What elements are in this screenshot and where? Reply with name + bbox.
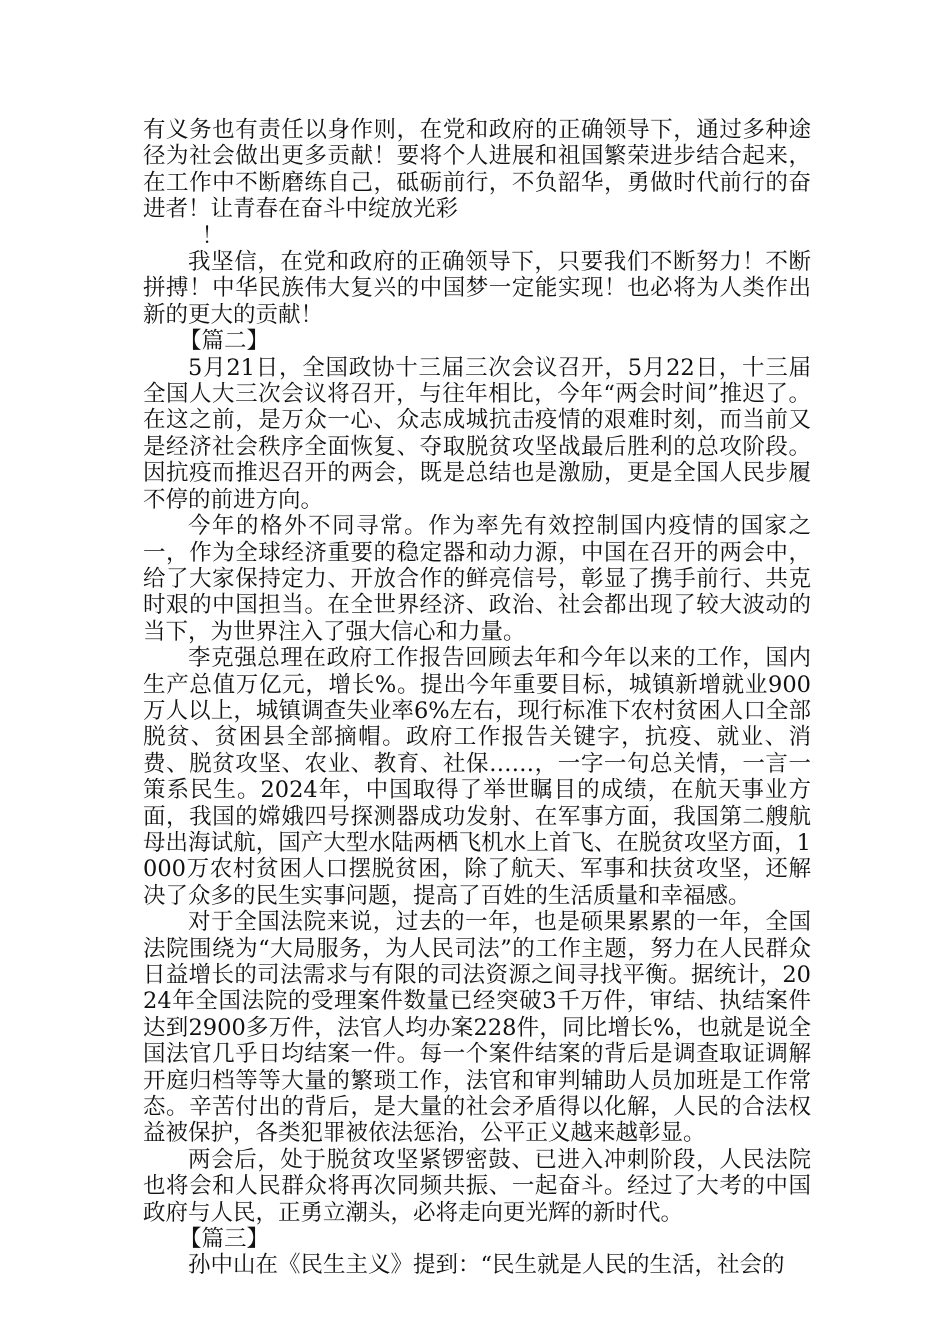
paragraph-unusual-year: 今年的格外不同寻常。作为率先有效控制国内疫情的国家之一，作为全球经济重要的稳定器和动力源，中国在召开的两会中，给了大家保持定力、开放合作的鲜亮信号，彰显了携手前行、共克时艰的中国担当。在全世界经济、政治、社会都出现了较大波动的当下，为世界注入了强大信心和力量。 xyxy=(143,513,811,645)
paragraph-conviction: 我坚信，在党和政府的正确领导下，只要我们不断努力！不断拼搏！中华民族伟大复兴的中国梦一定能实现！也必将为人类作出新的更大的贡献！ xyxy=(143,249,811,328)
document-body xyxy=(143,117,811,1279)
paragraph-two-sessions: 5月21日，全国政协十三届三次会议召开，5月22日，十三届全国人大三次会议将召开，与往年相比，今年“两会时间”推迟了。在这之前，是万众一心、众志成城抗击疫情的艰难时刻，而当前又是经济社会秩序全面恢复、夺取脱贫攻坚战最后胜利的总攻阶段。因抗疫而推迟召开的两会，既是总结也是激励，更是全国人民步履不停的前进方向。 xyxy=(143,354,811,513)
paragraph-after-sessions: 两会后，处于脱贫攻坚紧锣密鼓、已进入冲刺阶段，人民法院也将会和人民群众将再次同频共振、一起奋斗。经过了大考的中国政府与人民，正勇立潮头，必将走向更光辉的新时代。 xyxy=(143,1146,811,1226)
paragraph-exclamation: ！ xyxy=(201,222,225,249)
paragraph-sun-yat-sen: 孙中山在《民生主义》提到：“民生就是人民的生活，社会的 xyxy=(188,1252,785,1279)
section-heading-part-two: 【篇二】 xyxy=(179,328,270,355)
paragraph-government-report: 李克强总理在政府工作报告回顾去年和今年以来的工作，国内生产总值万亿元，增长%。提出今年重要目标，城镇新增就业900万人以上，城镇调查失业率6%左右，现行标准下农村贫困人口全部脱贫、贫困县全部摘帽。政府工作报告关键字，抗疫、就业、消费、脱贫攻坚、农业、教育、社保……，一字一句总关情，一言一策系民生。2024年，中国取得了举世瞩目的成绩，在航天事业方面，我国的嫦娥四号探测器成功发射、在军事方面，我国第二艘航母出海试航，国产大型水陆两栖飞机水上首飞、在脱贫攻坚方面，1000万农村贫困人口摆脱贫困，除了航天、军事和扶贫攻坚，还解决了众多的民生实事问题，提高了百姓的生活质量和幸福感。 xyxy=(143,645,811,909)
paragraph-continuation: 有义务也有责任以身作则，在党和政府的正确领导下，通过多种途径为社会做出更多贡献！要将个人进展和祖国繁荣进步结合起来，在工作中不断磨练自己，砥砺前行，不负韶华，勇做时代前行的奋进者！让青春在奋斗中绽放光彩 xyxy=(143,117,811,223)
paragraph-courts: 对于全国法院来说，过去的一年，也是硕果累累的一年，全国法院围绕为“大局服务，为人民司法”的工作主题，努力在人民群众日益增长的司法需求与有限的司法资源之间寻找平衡。据统计，2024年全国法院的受理案件数量已经突破3千万件，审结、执结案件达到2900多万件，法官人均办案228件，同比增长%，也就是说全国法官几乎日均结案一件。每一个案件结案的背后是调查取证调解开庭归档等等大量的繁琐工作，法官和审判辅助人员加班是工作常态。辛苦付出的背后，是大量的社会矛盾得以化解，人民的合法权益被保护，各类犯罪被依法惩治，公平正义越来越彰显。 xyxy=(143,909,811,1147)
section-heading-part-three: 【篇三】 xyxy=(179,1226,270,1253)
